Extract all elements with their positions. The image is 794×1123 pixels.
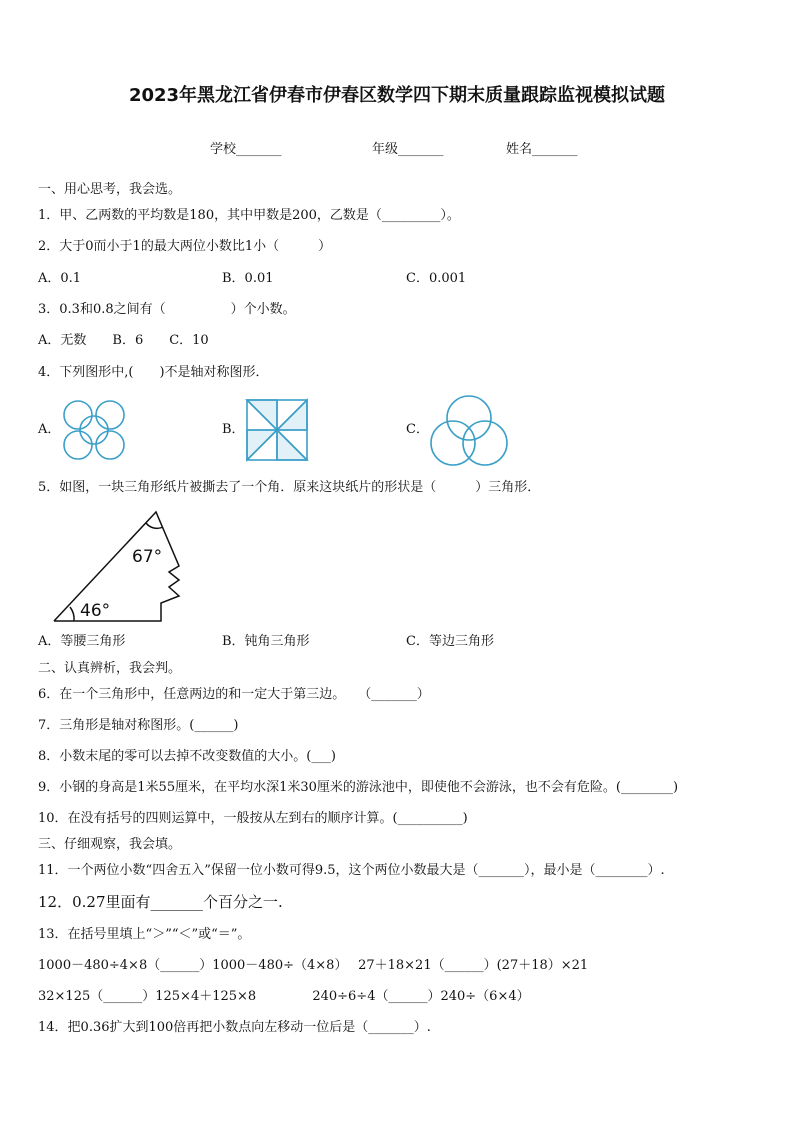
q2-option-c[interactable]: C．0.001 bbox=[406, 271, 467, 286]
triquetra-circles-icon bbox=[428, 392, 510, 468]
q4-label-a[interactable]: A． bbox=[38, 422, 61, 437]
section-3-heading: 三、仔细观察，我会填。 bbox=[38, 837, 182, 852]
q4-label-c[interactable]: C． bbox=[406, 422, 429, 437]
q5-option-c[interactable]: C．等边三角形 bbox=[406, 634, 494, 649]
question-3: 3．0.3和0.8之间有（ ）个小数。 bbox=[38, 302, 296, 317]
pinwheel-icon bbox=[245, 398, 309, 462]
name-field[interactable]: 姓名_______ bbox=[506, 142, 578, 157]
page-title: 2023年黑龙江省伊春市伊春区数学四下期末质量跟踪监视模拟试题 bbox=[128, 85, 666, 106]
angle-67-label: 67° bbox=[132, 547, 163, 567]
question-10: 10．在没有括号的四则运算中，一般按从左到右的顺序计算。(__________) bbox=[38, 811, 468, 826]
question-1: 1．甲、乙两数的平均数是180，其中甲数是200，乙数是（_________）。 bbox=[38, 208, 460, 223]
question-7: 7．三角形是轴对称图形。(______) bbox=[38, 718, 239, 733]
question-5: 5．如图，一块三角形纸片被撕去了一个角．原来这块纸片的形状是（ ）三角形． bbox=[38, 480, 541, 495]
grade-field[interactable]: 年级_______ bbox=[372, 142, 444, 157]
section-1-heading: 一、用心思考，我会选。 bbox=[38, 182, 182, 197]
question-2: 2．大于0而小于1的最大两位小数比1小（ ） bbox=[38, 239, 332, 254]
q13-line-1: 1000－480÷4×8（______）1000－480÷（4×8） 27＋18×21（______）(27＋18）×21 bbox=[38, 958, 589, 973]
q4-label-b[interactable]: B． bbox=[222, 422, 245, 437]
q3-options[interactable]: A．无数 B．6 C．10 bbox=[38, 333, 209, 348]
q5-option-a[interactable]: A．等腰三角形 bbox=[38, 634, 126, 649]
question-6: 6．在一个三角形中，任意两边的和一定大于第三边。 （_______） bbox=[38, 687, 430, 702]
question-4: 4．下列图形中,( )不是轴对称图形． bbox=[38, 365, 269, 380]
question-12: 12．0.27里面有_______个百分之一. bbox=[38, 893, 283, 911]
school-field[interactable]: 学校_______ bbox=[210, 142, 282, 157]
torn-triangle-figure bbox=[48, 506, 188, 626]
question-11: 11．一个两位小数“四舍五入”保留一位小数可得9.5，这个两位小数最大是（_______），最小是（________）. bbox=[38, 863, 665, 878]
angle-46-label: 46° bbox=[80, 601, 111, 621]
question-9: 9．小钢的身高是1米55厘米，在平均水深1米30厘米的游泳池中，即使他不会游泳，也不会有危险。(________) bbox=[38, 780, 679, 795]
q13-line-2: 32×125（______）125×4＋125×8 240÷6÷4（______）240÷（6×4） bbox=[38, 989, 530, 1004]
question-13: 13．在括号里填上“＞”“＜”或“＝”。 bbox=[38, 927, 251, 942]
four-petal-flower-icon bbox=[60, 398, 128, 462]
q5-option-b[interactable]: B．钝角三角形 bbox=[222, 634, 310, 649]
q2-option-a[interactable]: A．0.1 bbox=[38, 271, 82, 286]
question-14: 14．把0.36扩大到100倍再把小数点向左移动一位后是（_______）. bbox=[38, 1020, 431, 1035]
section-2-heading: 二、认真辨析，我会判。 bbox=[38, 661, 182, 676]
q2-option-b[interactable]: B．0.01 bbox=[222, 271, 274, 286]
question-8: 8．小数末尾的零可以去掉不改变数值的大小。(___) bbox=[38, 749, 336, 764]
